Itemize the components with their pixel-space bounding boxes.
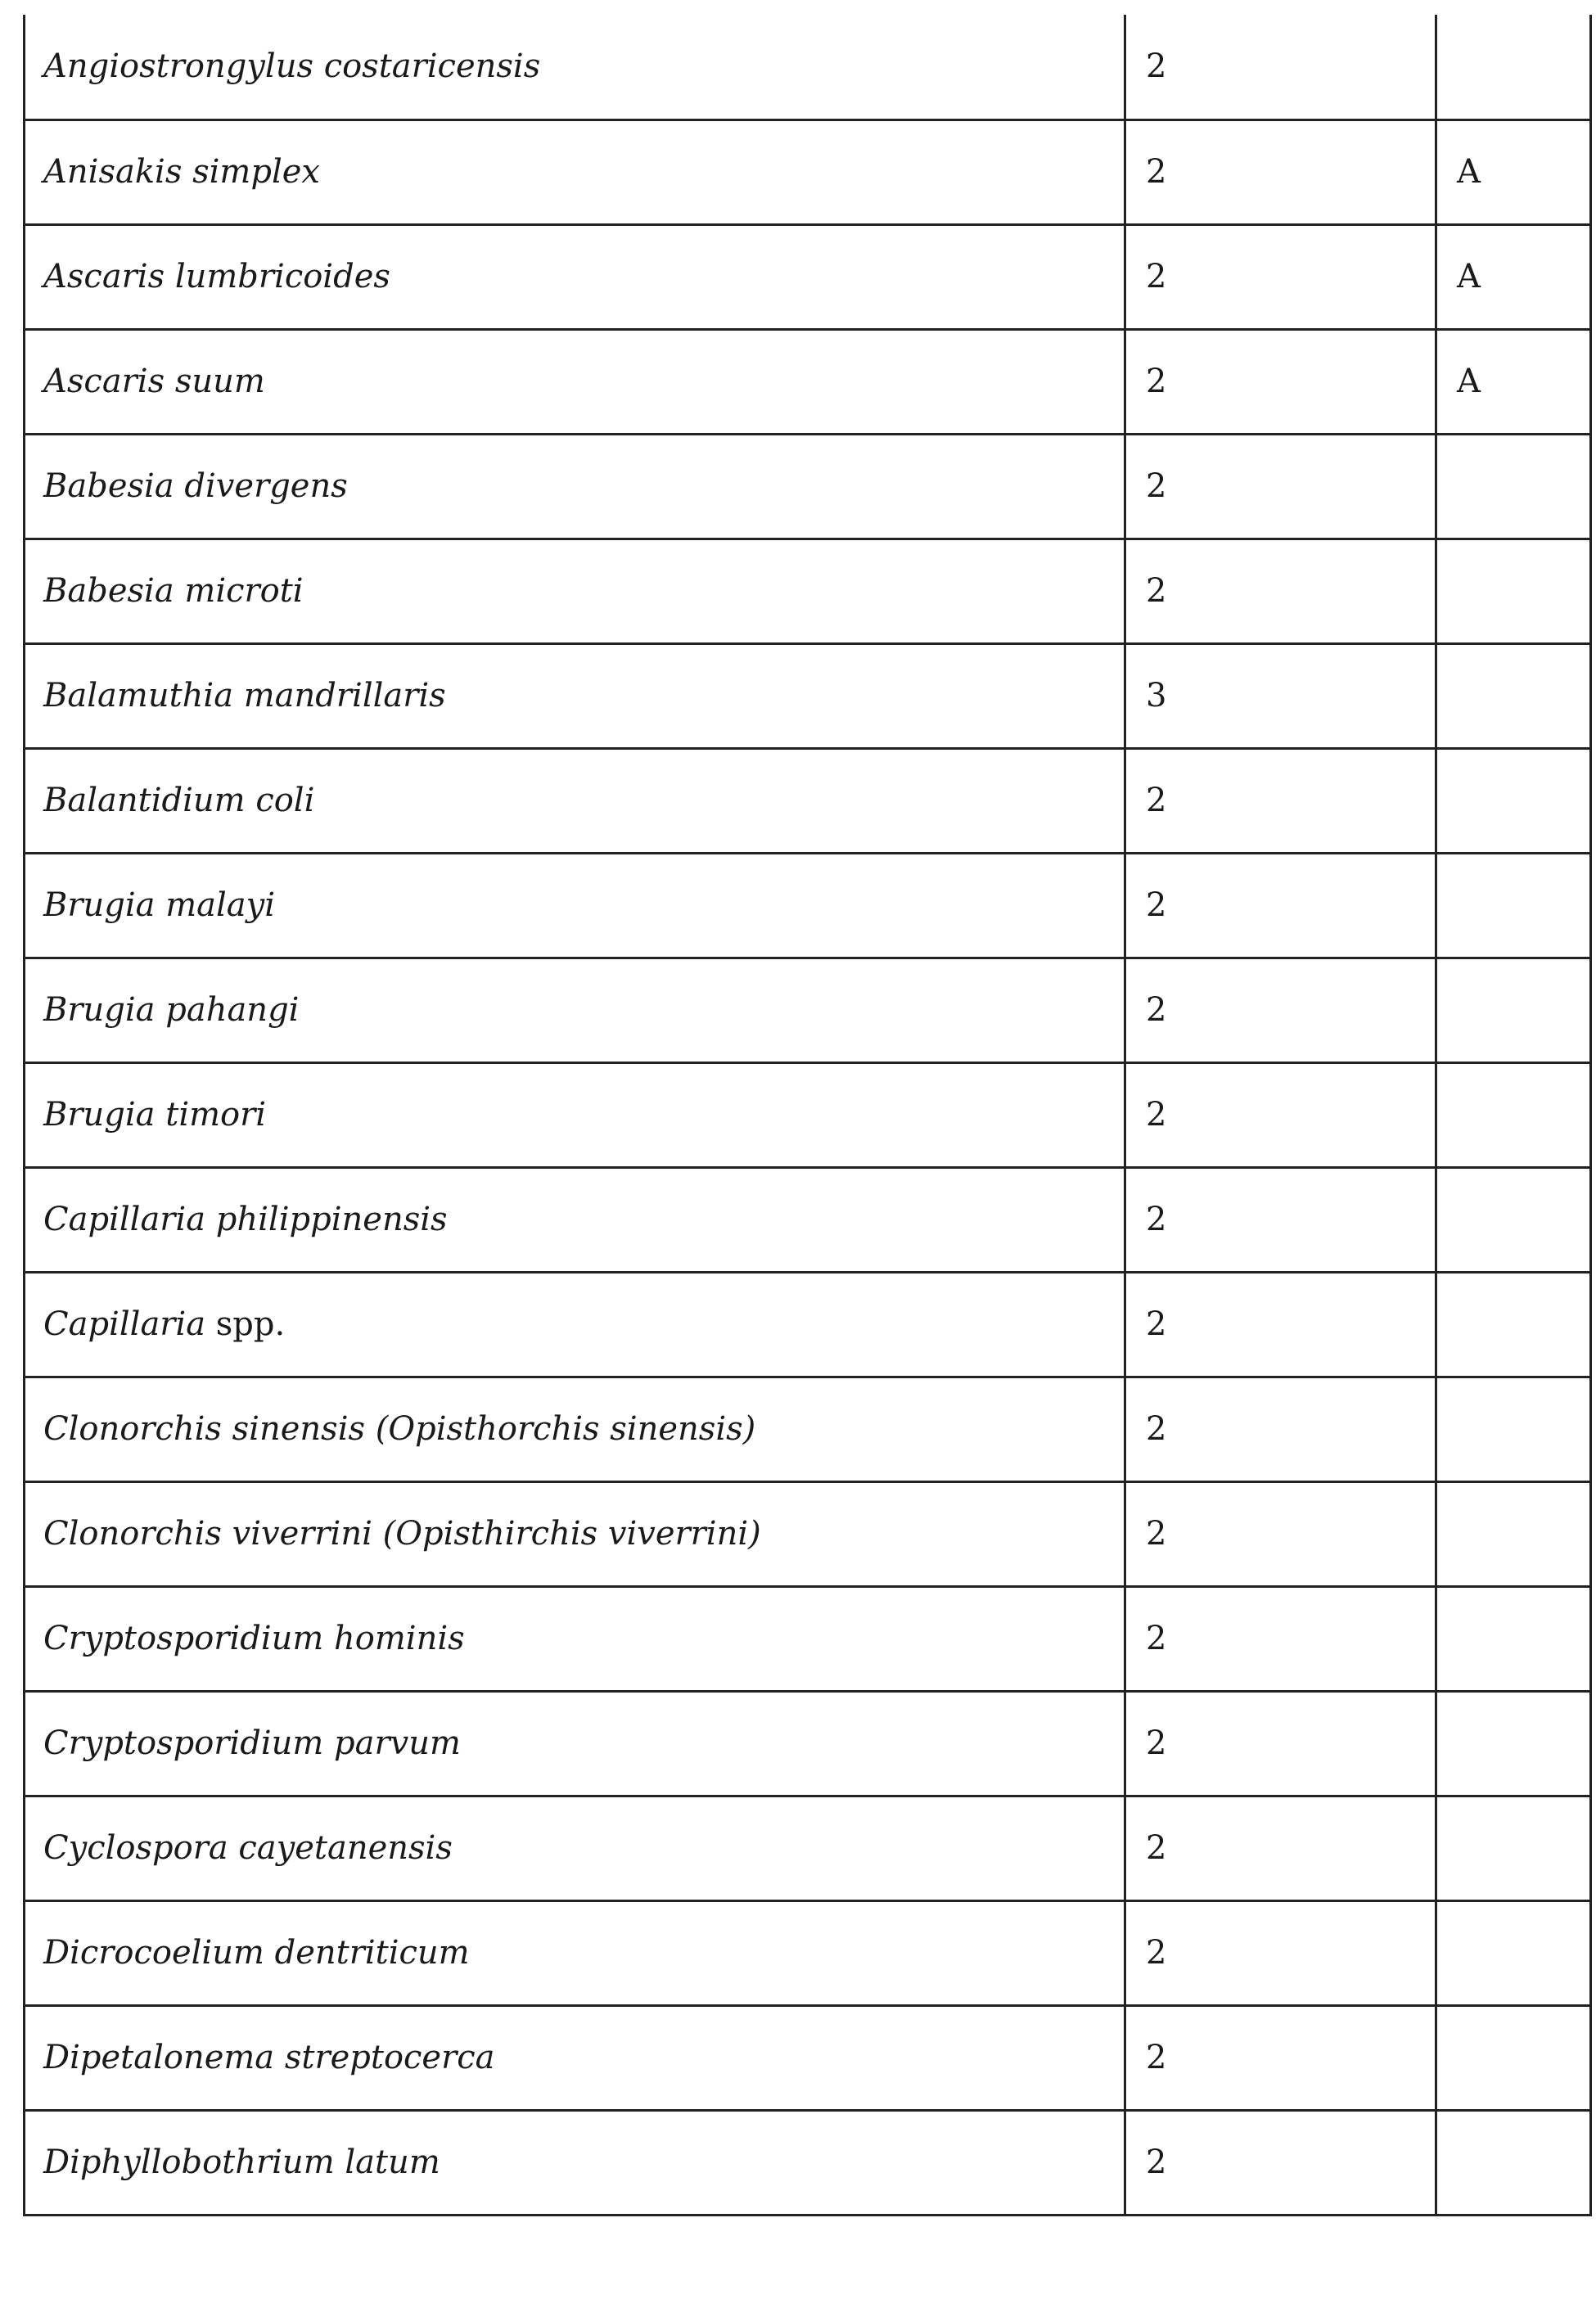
- organism-name-cell: [25, 1272, 1125, 1377]
- risk-group-cell: 2: [1125, 15, 1436, 119]
- organism-name-cell: [25, 643, 1125, 748]
- table-row: [25, 2110, 1591, 2215]
- note-cell: [1436, 1586, 1591, 1691]
- organism-name: Brugia malayi: [43, 886, 276, 924]
- organism-name-cell: [25, 1062, 1125, 1167]
- note-cell: [1436, 958, 1591, 1062]
- organism-name-cell: [25, 1481, 1125, 1586]
- risk-group-cell: 2: [1125, 1481, 1436, 1586]
- table-row: [25, 853, 1591, 958]
- risk-group-cell: 2: [1125, 1900, 1436, 2005]
- note-cell: [1436, 15, 1591, 119]
- organism-name-cell: [25, 539, 1125, 643]
- note-cell: [1436, 643, 1591, 748]
- organism-table-body: [25, 15, 1591, 2215]
- table-row: [25, 1272, 1591, 1377]
- organism-name-cell: [25, 1900, 1125, 2005]
- note-cell: [1436, 2005, 1591, 2110]
- organism-name: Dicrocoelium dentriticum: [43, 1934, 470, 1972]
- organism-name: Clonorchis sinensis (Opisthorchis sinensis): [43, 1410, 756, 1448]
- organism-name-cell: [25, 853, 1125, 958]
- organism-name: Babesia divergens: [43, 467, 348, 505]
- organism-name-suffix: spp.: [205, 1305, 286, 1343]
- organism-name-cell: [25, 434, 1125, 539]
- risk-group-cell: 2: [1125, 2005, 1436, 2110]
- risk-group-cell: 2: [1125, 853, 1436, 958]
- risk-group-cell: 2: [1125, 119, 1436, 224]
- risk-group-cell: 2: [1125, 1377, 1436, 1481]
- note-cell: [1436, 1062, 1591, 1167]
- table-row: [25, 1481, 1591, 1586]
- table-row: [25, 1377, 1591, 1481]
- risk-group-cell: 2: [1125, 1796, 1436, 1900]
- note-cell: [1436, 1481, 1591, 1586]
- note-cell: [1436, 1167, 1591, 1272]
- organism-name: Dipetalonema streptocerca: [43, 2039, 495, 2076]
- table-row: [25, 1062, 1591, 1167]
- table-row: [25, 539, 1591, 643]
- risk-group-cell: 2: [1125, 1272, 1436, 1377]
- note-cell: [1436, 1900, 1591, 2005]
- organism-name-cell: [25, 1691, 1125, 1796]
- risk-group-cell: 2: [1125, 1691, 1436, 1796]
- organism-name: Capillaria philippinensis: [43, 1201, 448, 1238]
- organism-name-cell: [25, 329, 1125, 434]
- risk-group-cell: 2: [1125, 2110, 1436, 2215]
- organism-name-cell: [25, 119, 1125, 224]
- note-cell: [1436, 853, 1591, 958]
- risk-group-cell: 2: [1125, 1586, 1436, 1691]
- note-cell: [1436, 1691, 1591, 1796]
- organism-name-cell: [25, 748, 1125, 853]
- organism-name-cell: [25, 2005, 1125, 2110]
- table-row: [25, 224, 1591, 329]
- organism-name: Cryptosporidium parvum: [43, 1724, 461, 1762]
- organism-name: Anisakis simplex: [43, 153, 320, 191]
- risk-group-cell: 2: [1125, 434, 1436, 539]
- organism-name-cell: [25, 1586, 1125, 1691]
- table-row: [25, 1691, 1591, 1796]
- table-row: [25, 643, 1591, 748]
- organism-name-cell: [25, 1377, 1125, 1481]
- note-cell: [1436, 539, 1591, 643]
- note-cell: [1436, 1796, 1591, 1900]
- organism-name-cell: [25, 1796, 1125, 1900]
- risk-group-cell: 2: [1125, 224, 1436, 329]
- table-row: [25, 15, 1591, 119]
- risk-group-cell: 2: [1125, 539, 1436, 643]
- table-row: [25, 1796, 1591, 1900]
- organism-name: Angiostrongylus costaricensis: [43, 47, 541, 86]
- organism-name: Balantidium coli: [43, 782, 315, 819]
- table-row: [25, 119, 1591, 224]
- risk-group-cell: 2: [1125, 1167, 1436, 1272]
- risk-group-cell: 2: [1125, 958, 1436, 1062]
- organism-name: Brugia pahangi: [43, 991, 300, 1029]
- note-cell: A: [1436, 224, 1591, 329]
- organism-name-cell: [25, 1167, 1125, 1272]
- organism-name-cell: [25, 2110, 1125, 2215]
- risk-group-cell: 2: [1125, 748, 1436, 853]
- note-cell: A: [1436, 329, 1591, 434]
- organism-name: Capillaria: [43, 1305, 206, 1343]
- table-row: [25, 1586, 1591, 1691]
- organism-name: Babesia microti: [43, 572, 304, 610]
- organism-name: Ascaris lumbricoides: [43, 258, 390, 295]
- organism-name: Cryptosporidium hominis: [43, 1620, 465, 1657]
- organism-table: [23, 15, 1592, 2216]
- risk-group-cell: 3: [1125, 643, 1436, 748]
- table-row: [25, 1167, 1591, 1272]
- risk-group-cell: 2: [1125, 1062, 1436, 1167]
- organism-name: Cyclospora cayetanensis: [43, 1829, 453, 1867]
- organism-name: Ascaris suum: [43, 363, 265, 400]
- table-row: [25, 1900, 1591, 2005]
- table-row: [25, 329, 1591, 434]
- table-row: [25, 434, 1591, 539]
- organism-name-cell: [25, 958, 1125, 1062]
- note-cell: [1436, 1377, 1591, 1481]
- organism-name: Balamuthia mandrillaris: [43, 677, 446, 714]
- table-row: [25, 2005, 1591, 2110]
- table-row: [25, 958, 1591, 1062]
- organism-name-cell: [25, 15, 1125, 119]
- organism-name-cell: [25, 224, 1125, 329]
- table-row: [25, 748, 1591, 853]
- note-cell: [1436, 1272, 1591, 1377]
- risk-group-cell: 2: [1125, 329, 1436, 434]
- note-cell: [1436, 434, 1591, 539]
- organism-name: Brugia timori: [43, 1096, 267, 1134]
- note-cell: [1436, 2110, 1591, 2215]
- organism-name: Diphyllobothrium latum: [43, 2143, 440, 2181]
- note-cell: [1436, 748, 1591, 853]
- note-cell: A: [1436, 119, 1591, 224]
- organism-name: Clonorchis viverrini (Opisthirchis viverrini): [43, 1515, 761, 1553]
